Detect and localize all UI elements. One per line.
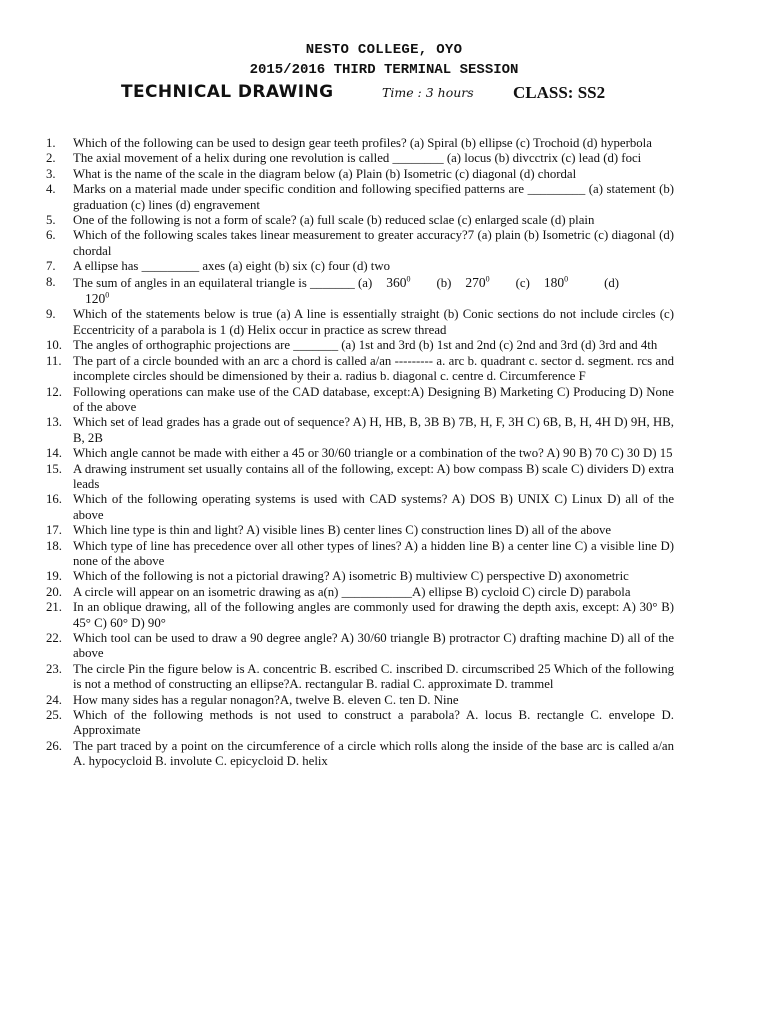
question-text: Which line type is thin and light? A) visible lines B) center lines C) construction lines D) all of the above <box>73 523 612 538</box>
question-text: Which of the following operating systems is used with CAD systems? A) DOS B) UNIX C) Linux D) all of the above <box>73 492 674 522</box>
school-name: NESTO COLLEGE, OYO <box>305 42 463 58</box>
question-number: 13. <box>46 415 62 430</box>
question-number: 6. <box>46 228 56 243</box>
question-item <box>46 259 674 274</box>
question-list <box>46 136 674 770</box>
question-text: Which tool can be used to draw a 90 degree angle? A) 30/60 triangle B) protractor C) drafting machine D) all of the above <box>73 631 674 661</box>
question-number: 1. <box>46 136 56 150</box>
question-item <box>46 136 674 151</box>
question-text: Which of the following is not a pictorial drawing? A) isometric B) multiview C) perspective D) axonometric <box>73 569 629 584</box>
time-allowed: Time : 3 hours <box>382 85 474 100</box>
question-number: 26. <box>46 738 62 753</box>
question-text: How many sides has a regular nonagon?A, twelve B. eleven C. ten D. Nine <box>73 692 459 707</box>
question-text: A ellipse has _________ axes (a) eight (b) six (c) four (d) two <box>73 259 390 274</box>
question-text: Following operations can make use of the CAD database, except:A) Designing B) Marketing C) Producing D) None of the above <box>73 384 674 414</box>
question-number: 15. <box>46 461 62 476</box>
question-number: 10. <box>46 338 62 353</box>
question-item <box>46 462 674 493</box>
question-text: What is the name of the scale in the diagram below (a) Plain (b) Isometric (c) diagonal (d) chordal <box>73 166 577 181</box>
question-item <box>46 182 674 213</box>
option-c-value: 180 <box>543 274 565 290</box>
question-number: 8. <box>46 274 56 289</box>
question-text: The axial movement of a helix during one revolution is called ________ (a) locus (b) divcctrix (c) lead (d) foci <box>73 151 642 166</box>
question-text: Which type of line has precedence over all other types of lines? A) a hidden line B) a center line C) a visible line D) none of the above <box>73 538 674 568</box>
question-item <box>46 385 674 416</box>
question-number: 3. <box>46 166 56 181</box>
question-item <box>46 585 674 600</box>
question-item <box>46 151 674 166</box>
question-text: Which set of lead grades has a grade out of sequence? A) H, HB, B, 3B B) 7B, H, F, 3H C) 6B, B, H, 4H D) 9H, HB, B, 2B <box>73 415 674 445</box>
question-text: In an oblique drawing, all of the following angles are commonly used for drawing the depth axis, except: A) 30° B) 45° C) 60° D) 90° <box>73 600 674 630</box>
question-text: A drawing instrument set usually contains all of the following, except: A) bow compass B) scale C) dividers D) extra leads <box>73 461 674 491</box>
question-item <box>46 275 674 308</box>
question-number: 22. <box>46 631 62 645</box>
question-item <box>46 228 674 259</box>
question-item <box>46 446 674 461</box>
degree-superscript: 0 <box>105 290 110 300</box>
question-number: 16. <box>46 492 62 507</box>
question-item <box>46 539 674 570</box>
degree-superscript: 0 <box>564 274 569 284</box>
question-item <box>46 307 674 338</box>
question-number: 9. <box>46 307 56 322</box>
question-item <box>46 662 674 693</box>
question-item <box>46 693 674 708</box>
question-text: Which of the following methods is not used to construct a parabola? A. locus B. rectangle C. envelope D. Approximate <box>73 708 674 738</box>
question-number: 18. <box>46 538 62 553</box>
question-text: The part traced by a point on the circumference of a circle which rolls along the inside of the base arc is called a/an A. hypocycloid B. involute C. epicycloid D. helix <box>73 738 674 769</box>
question-text: The sum of angles in an equilateral triangle is _______ (a) <box>73 275 373 290</box>
question-number: 24. <box>46 692 62 707</box>
question-number: 21. <box>46 600 62 615</box>
question-number: 11. <box>46 353 62 368</box>
question-item <box>46 523 674 538</box>
question-item <box>46 167 674 182</box>
question-text: Which of the statements below is true (a) A line is essentially straight (b) Conic sections do not include circles (c) Eccentricity of a parabola is 1 (d) Helix occur in practice as screw thread <box>73 307 674 337</box>
question-number: 14. <box>46 446 62 461</box>
degree-superscript: 0 <box>485 274 490 284</box>
title-row <box>0 82 768 108</box>
question-text: The circle Pin the figure below is A. concentric B. escribed C. inscribed D. circumscribed 25 Which of the following is not a method of constructing an ellipse?A. rectangular B. radial C. approximate D. trammel <box>73 661 674 692</box>
degree-superscript: 0 <box>406 274 411 284</box>
option-a-value: 360 <box>386 274 407 290</box>
question-item <box>46 492 674 523</box>
question-item <box>46 213 674 228</box>
question-number: 5. <box>46 213 56 228</box>
question-number: 20. <box>46 584 62 599</box>
session-title: 2015/2016 THIRD TERMINAL SESSION <box>249 62 519 78</box>
question-text: A circle will appear on an isometric drawing as a(n) ___________A) ellipse B) cycloid C) circle D) parabola <box>73 584 631 599</box>
question-item <box>46 338 674 353</box>
option-c-label: (c) <box>515 275 530 290</box>
question-number: 23. <box>46 661 62 676</box>
question-number: 19. <box>46 569 62 584</box>
question-item <box>46 739 674 770</box>
question-text: The angles of orthographic projections are _______ (a) 1st and 3rd (b) 1st and 2nd (c) 2nd and 3rd (d) 3rd and 4th <box>73 338 658 353</box>
question-number: 12. <box>46 384 62 399</box>
question-number: 7. <box>46 259 56 274</box>
question-number: 25. <box>46 708 62 723</box>
question-text: One of the following is not a form of scale? (a) full scale (b) reduced sclae (c) enlarged scale (d) plain <box>73 213 595 228</box>
question-text: The part of a circle bounded with an arc a chord is called a/an --------- a. arc b. quadrant c. sector d. segment. rcs and incomplete circles should be dimensioned by their a. radius b. diagonal c. centre d. Circumference F <box>73 353 674 384</box>
question-item <box>46 631 674 662</box>
option-d-label: (d) <box>604 275 620 290</box>
question-text: Which of the following can be used to design gear teeth profiles? (a) Spiral (b) ellipse (c) Trochoid (d) hyperbola <box>73 136 652 150</box>
question-text: Which of the following scales takes linear measurement to greater accuracy?7 (a) plain (b) Isometric (c) diagonal (d) chordal <box>73 228 674 258</box>
question-number: 17. <box>46 523 62 538</box>
question-text: Which angle cannot be made with either a 45 or 30/60 triangle or a combination of the two? A) 90 B) 70 C) 30 D) 15 <box>73 446 673 461</box>
question-item <box>46 569 674 584</box>
question-item <box>46 708 674 739</box>
question-number: 2. <box>46 151 56 166</box>
question-item <box>46 415 674 446</box>
option-b-label: (b) <box>436 275 452 290</box>
question-number: 4. <box>46 182 56 197</box>
option-d-value: 120 <box>85 291 106 307</box>
question-item <box>46 354 674 385</box>
class-label: CLASS: SS2 <box>513 83 606 102</box>
subject-title: TECHNICAL DRAWING <box>121 82 334 102</box>
question-item <box>46 600 674 631</box>
option-b-value: 270 <box>465 274 486 290</box>
question-text: Marks on a material made under specific condition and following specified patterns are _________ (a) statement (b) graduation (c) lines (d) engravement <box>73 182 674 212</box>
